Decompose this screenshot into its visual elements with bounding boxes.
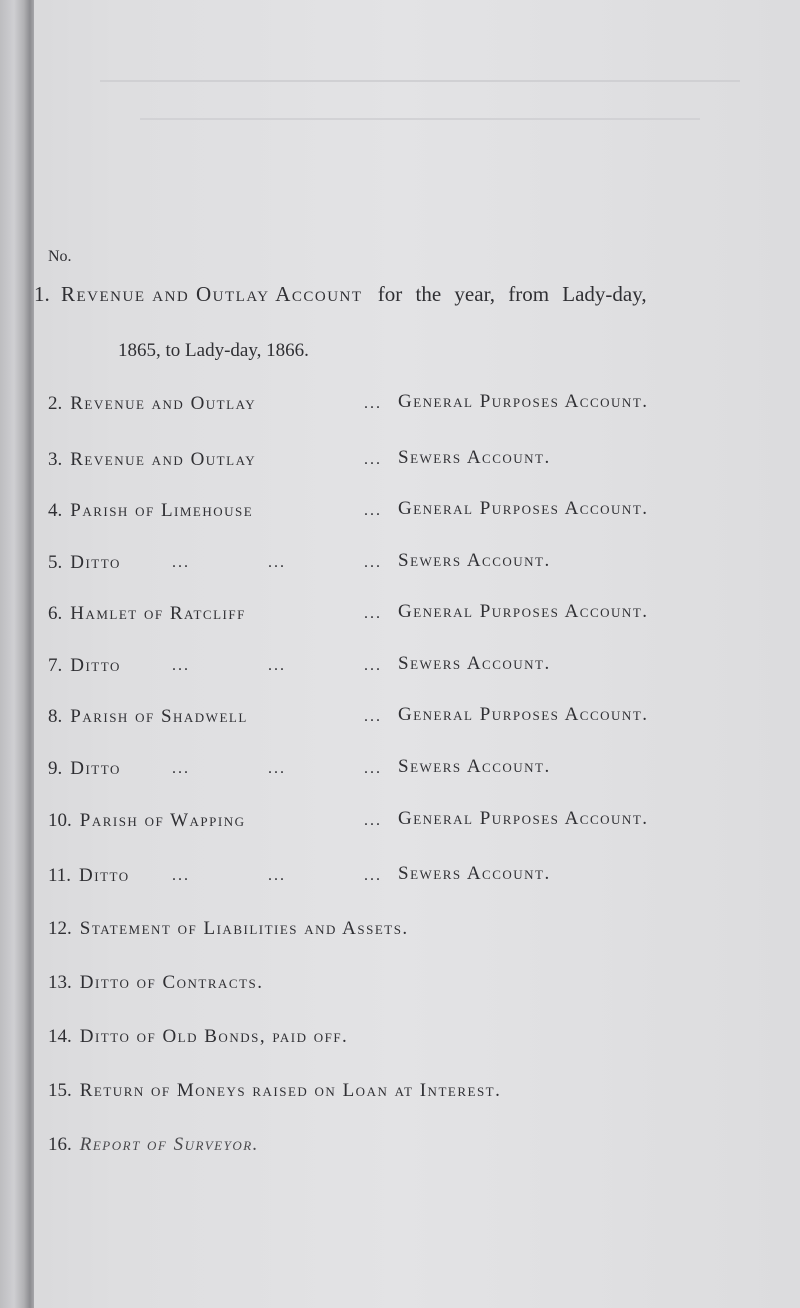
item-1-line-2: 1865, to Lady-day, 1866. (118, 340, 309, 361)
item-number: 3. (48, 449, 63, 470)
leader-dots: ... (364, 657, 382, 674)
account-row-left (48, 552, 121, 574)
account-subject: Parish of Limehouse (70, 500, 254, 521)
account-row-left (48, 810, 246, 832)
account-row-left (48, 500, 253, 522)
show-through-text (80, 70, 780, 190)
leader-dots: ... (364, 605, 382, 622)
account-type: Sewers Account. (398, 863, 551, 884)
statement-title: Statement of Liabilities and Assets. (79, 918, 409, 939)
leader-dots: ... (172, 760, 190, 777)
leader-dots: ... (364, 554, 382, 571)
leader-dots: ... (364, 502, 382, 519)
account-subject: Ditto (70, 655, 121, 676)
statement-title: Ditto of Old Bonds, paid off. (79, 1026, 349, 1047)
item-number: 14. (48, 1026, 72, 1047)
item-number: 4. (48, 500, 63, 521)
item-number: 2. (48, 393, 63, 414)
item-number: 7. (48, 655, 63, 676)
item-number: 15. (48, 1080, 72, 1101)
item-number: 9. (48, 758, 63, 779)
leader-dots: ... (364, 760, 382, 777)
account-type: General Purposes Account. (398, 391, 649, 412)
item-number: 11. (48, 865, 72, 886)
statement-title: Report of Surveyor. (79, 1134, 259, 1155)
item-number: 6. (48, 603, 63, 624)
item-number: 1. (34, 282, 50, 306)
account-row-left (48, 449, 256, 471)
statement-row (48, 1080, 501, 1102)
item-1-line-1 (34, 282, 647, 307)
item-number: 16. (48, 1134, 72, 1155)
item-number: 13. (48, 972, 72, 993)
account-subject: Ditto (79, 865, 130, 886)
account-row-left (48, 393, 256, 415)
item-number: 10. (48, 810, 72, 831)
leader-dots: ... (268, 657, 286, 674)
account-type: General Purposes Account. (398, 704, 649, 725)
item-number: 5. (48, 552, 63, 573)
account-row-left (48, 603, 246, 625)
account-type: Sewers Account. (398, 756, 551, 777)
account-type: Sewers Account. (398, 653, 551, 674)
statement-title: Ditto of Contracts. (79, 972, 264, 993)
leader-dots: ... (172, 867, 190, 884)
account-subject: Parish of Wapping (79, 810, 246, 831)
account-row-left (48, 655, 121, 677)
leader-dots: ... (364, 867, 382, 884)
item-1-title: Revenue and Outlay Account (61, 282, 363, 306)
leader-dots: ... (364, 812, 382, 829)
leader-dots: ... (268, 760, 286, 777)
account-type: General Purposes Account. (398, 601, 649, 622)
item-1-period: for the year, from Lady-day, (377, 282, 647, 306)
account-subject: Revenue and Outlay (70, 449, 257, 470)
account-type: General Purposes Account. (398, 498, 649, 519)
account-row-left (48, 706, 248, 728)
account-type: Sewers Account. (398, 447, 551, 468)
account-subject: Parish of Shadwell (70, 706, 248, 727)
leader-dots: ... (268, 867, 286, 884)
account-type: Sewers Account. (398, 550, 551, 571)
leader-dots: ... (172, 657, 190, 674)
statement-row (48, 1134, 259, 1156)
item-number: 8. (48, 706, 63, 727)
account-row-left (48, 865, 130, 887)
leader-dots: ... (268, 554, 286, 571)
account-subject: Revenue and Outlay (70, 393, 257, 414)
leader-dots: ... (364, 708, 382, 725)
statement-row (48, 1026, 348, 1048)
account-row-left (48, 758, 121, 780)
statement-row (48, 918, 409, 940)
account-subject: Ditto (70, 552, 121, 573)
statement-title: Return of Moneys raised on Loan at Interest. (79, 1080, 502, 1101)
number-column-heading: No. (48, 248, 72, 265)
item-number: 12. (48, 918, 72, 939)
leader-dots: ... (172, 554, 190, 571)
leader-dots: ... (364, 451, 382, 468)
account-type: General Purposes Account. (398, 808, 649, 829)
account-subject: Ditto (70, 758, 121, 779)
leader-dots: ... (364, 395, 382, 412)
statement-row (48, 972, 264, 994)
page-binding-edge (0, 0, 34, 1308)
account-subject: Hamlet of Ratcliff (70, 603, 246, 624)
